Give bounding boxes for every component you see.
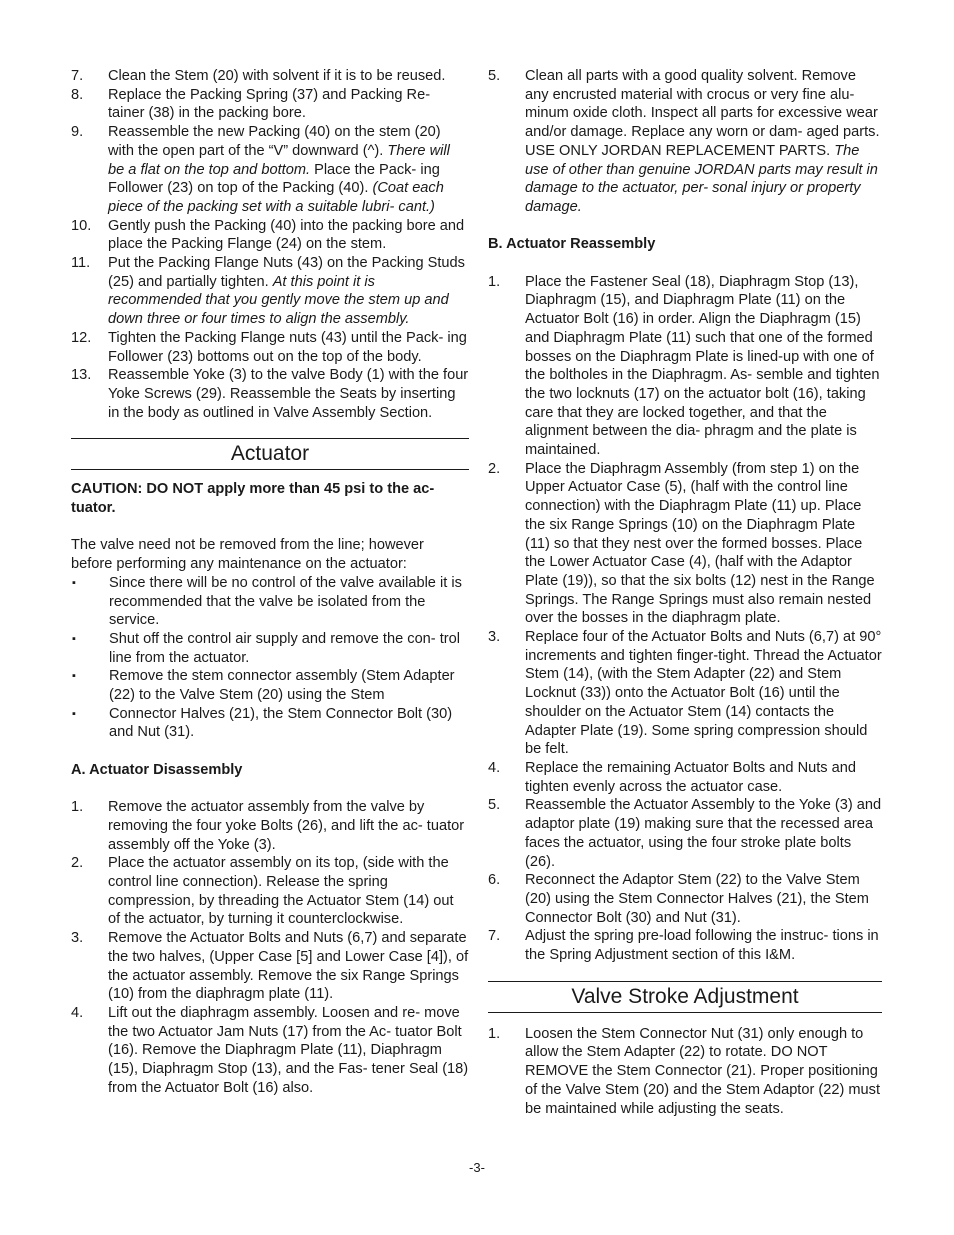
bullet-text: Shut off the control air supply and remove the con- trol line from the actuator. bbox=[109, 630, 460, 666]
bullet-text: Connector Halves (21), the Stem Connector Bolt (30) and Nut (31). bbox=[109, 705, 453, 741]
reassembly-step bbox=[488, 871, 882, 927]
step-number: 2. bbox=[488, 460, 501, 477]
step-number: 1. bbox=[71, 799, 84, 816]
step-number: 8. bbox=[71, 86, 84, 103]
step-number: 5. bbox=[488, 68, 501, 84]
step-text: Put the Packing Flange Nuts (43) on the Packing Studs (25) and partially tighten. At this point it is recommended that you gently move the stem up and down three or four times to align the assembly. bbox=[108, 255, 465, 328]
step-text: Place the actuator assembly on its top, (side with the control line connection). Release the spring compression, by threading the Actuator Stem (14) out of the actuator, by turning it counterclockwise. bbox=[108, 855, 454, 928]
packing-step bbox=[71, 123, 469, 217]
reassembly-step bbox=[488, 460, 882, 628]
reassembly-steps-list bbox=[488, 273, 882, 965]
packing-step bbox=[71, 86, 469, 123]
step-text: Remove the Actuator Bolts and Nuts (6,7) and separate the two halves, (Upper Case [5] and Lower Case [4]), of the actuator assembly. Remove the six Range Springs (10) from the diaphragm plate (11). bbox=[108, 930, 469, 1003]
step-text: Clean all parts with a good quality solvent. Remove any encrusted material with crocus or very fine alu- minum oxide cloth. Inspect all parts for excessive wear and/or damage. Replace any worn or dam- aged parts. USE ONLY JORDAN REPLACEMENT PARTS. The use of other than genuine JORDAN parts may result in damage to the actuator, per- sonal injury or property damage. bbox=[525, 68, 880, 215]
stroke-adjustment-title: Valve Stroke Adjustment bbox=[488, 981, 882, 1013]
step-number: 2. bbox=[71, 855, 84, 872]
step-text: Replace the Packing Spring (37) and Packing Re- tainer (38) in the packing bore. bbox=[108, 86, 431, 122]
packing-steps-list bbox=[71, 67, 469, 422]
actuator-intro: The valve need not be removed from the line; however before performing any maintenance on the actuator: bbox=[71, 537, 424, 573]
disassembly-step bbox=[71, 929, 469, 1004]
step-number: 3. bbox=[488, 629, 501, 646]
cleaning-step-item bbox=[488, 67, 882, 217]
step-number: 7. bbox=[71, 68, 84, 84]
bullet-marker-icon: ▪ bbox=[72, 576, 76, 589]
step-text: Remove the actuator assembly from the valve by removing the four yoke Bolts (26), and lift the ac- tuator assembly off the Yoke (3). bbox=[108, 799, 465, 853]
step-number: 13. bbox=[71, 367, 92, 384]
bullet-marker-icon: ▪ bbox=[72, 632, 76, 645]
bullet-marker-icon: ▪ bbox=[72, 707, 76, 720]
bullet-item bbox=[71, 574, 469, 630]
step-number: 6. bbox=[488, 872, 501, 889]
disassembly-steps-list bbox=[71, 798, 469, 1097]
step-number: 5. bbox=[488, 797, 501, 814]
step-number: 3. bbox=[71, 930, 84, 947]
disassembly-step bbox=[71, 1004, 469, 1098]
bullet-marker-icon: ▪ bbox=[72, 670, 76, 683]
bullet-item bbox=[71, 667, 469, 704]
cleaning-step bbox=[488, 67, 882, 217]
reassembly-step bbox=[488, 796, 882, 871]
reassembly-step bbox=[488, 273, 882, 460]
reassembly-heading: B. Actuator Reassembly bbox=[488, 236, 656, 253]
disassembly-heading: A. Actuator Disassembly bbox=[71, 761, 243, 778]
page-number: -3- bbox=[469, 1160, 485, 1175]
step-text: Reconnect the Adaptor Stem (22) to the Valve Stem (20) using the Stem Connector Halves (21), the Stem Connector Bolt (30) and Nut (31). bbox=[525, 872, 869, 926]
step-number: 10. bbox=[71, 217, 92, 234]
bullet-item bbox=[71, 705, 469, 742]
bullet-text: Since there will be no control of the valve available it is recommended that the valve be isolated from the service. bbox=[109, 574, 462, 629]
step-text: Adjust the spring pre-load following the instruc- tions in the Spring Adjustment section of this I&M. bbox=[525, 928, 879, 964]
step-text: Loosen the Stem Connector Nut (31) only enough to allow the Stem Adapter (22) to rotate. DO NOT REMOVE the Stem Connector (21). Proper positioning of the Valve Stem (20) and the Stem Adaptor (22) must be maintained while adjusting the seats. bbox=[525, 1025, 881, 1117]
packing-step bbox=[71, 329, 469, 366]
reassembly-step bbox=[488, 628, 882, 759]
step-number: 4. bbox=[488, 759, 501, 776]
step-text: Tighten the Packing Flange nuts (43) until the Pack- ing Follower (23) bottoms out on the top of the body. bbox=[108, 329, 467, 365]
right-column bbox=[488, 67, 882, 1118]
step-number: 9. bbox=[71, 124, 84, 141]
precaution-bullet-list bbox=[71, 574, 469, 742]
step-text: Place the Diaphragm Assembly (from step 1) on the Upper Actuator Case (5), (half with the control line connection) with the Diaphragm Plate (11) up. Place the six Range Springs (10) on the Diaphragm Plate (11) so that they nest over the formed bosses. Place the Lower Actuator Case (4), (half with the Adaptor Plate (19)), so that the six bolts (12) nest in the Range Springs. The Range Springs must also remain nested over the bosses in the diaphragm plate. bbox=[525, 460, 875, 627]
packing-step bbox=[71, 366, 469, 422]
step-text: Reassemble Yoke (3) to the valve Body (1) with the four Yoke Screws (29). Reassemble the Seats by inserting in the body as outlined in Valve Assembly Section. bbox=[108, 367, 469, 421]
step-text: Place the Fastener Seal (18), Diaphragm Stop (13), Diaphragm (15), and Diaphragm Plate (11) on the Actuator Bolt (16) in order. Align the Diaphragm (15) and Diaphragm Plate (11) such that one of the formed bosses on the Diaphragm Plate is lined-up with one of the boltholes in the Diaphragm. As- semble and tighten the two locknuts (17) on the actuator bolt (16), taking care that they are locked together, and that the alignment between the dia- phragm and the plate is maintained. bbox=[525, 273, 880, 459]
step-number: 12. bbox=[71, 329, 92, 346]
packing-step bbox=[71, 217, 469, 254]
actuator-section-title: Actuator bbox=[71, 438, 469, 470]
packing-step bbox=[71, 254, 469, 329]
disassembly-step bbox=[71, 798, 469, 854]
step-text: Clean the Stem (20) with solvent if it is to be reused. bbox=[108, 68, 446, 84]
step-number: 11. bbox=[71, 255, 91, 272]
step-text: Lift out the diaphragm assembly. Loosen and re- move the two Actuator Jam Nuts (17) from the Ac- tuator Bolt (16). Remove the Diaphragm Plate (11), Diaphragm (15), Diaphragm Stop (13), and the Fas- tener Seal (18) from the Actuator Bolt (16) also. bbox=[108, 1005, 469, 1096]
stroke-step bbox=[488, 1025, 882, 1119]
left-column bbox=[71, 67, 469, 1098]
step-number: 1. bbox=[488, 1025, 501, 1042]
step-number: 7. bbox=[488, 928, 501, 945]
bullet-item bbox=[71, 630, 469, 667]
step-number: 1. bbox=[488, 273, 501, 290]
stroke-steps-list bbox=[488, 1025, 882, 1119]
step-text: Reassemble the new Packing (40) on the stem (20) with the open part of the “V” downward (^). There will be a flat on the top and bottom. Place the Pack- ing Follower (23) on top of the Packing (40). (Coat each piece of the packing set with a suitable lubri- cant.) bbox=[108, 124, 450, 215]
step-text: Replace the remaining Actuator Bolts and Nuts and tighten evenly across the actuator case. bbox=[525, 759, 856, 795]
step-number: 4. bbox=[71, 1005, 84, 1021]
reassembly-step bbox=[488, 759, 882, 796]
bullet-text: Remove the stem connector assembly (Stem Adapter (22) to the Valve Stem (20) using the Stem bbox=[109, 668, 455, 704]
reassembly-step bbox=[488, 927, 882, 964]
packing-step bbox=[71, 67, 469, 86]
step-text: Gently push the Packing (40) into the packing bore and place the Packing Flange (24) on the stem. bbox=[108, 217, 465, 253]
disassembly-step bbox=[71, 854, 469, 929]
step-text: Reassemble the Actuator Assembly to the Yoke (3) and adaptor plate (19) making sure that the recessed area faces the actuator, using the four stroke plate bolts (26). bbox=[525, 797, 882, 870]
caution-note: CAUTION: DO NOT apply more than 45 psi to the ac- tuator. bbox=[71, 481, 435, 517]
step-text: Replace four of the Actuator Bolts and Nuts (6,7) at 90° increments and tighten finger-tight. Thread the Actuator Stem (14), (with the Stem Adapter (22) and Stem Locknut (33)) onto the Actuator Bolt (16) until the shoulder on the Actuator Stem (14) contacts the Adapter Plate (19). Some spring compression should be felt. bbox=[525, 629, 882, 758]
